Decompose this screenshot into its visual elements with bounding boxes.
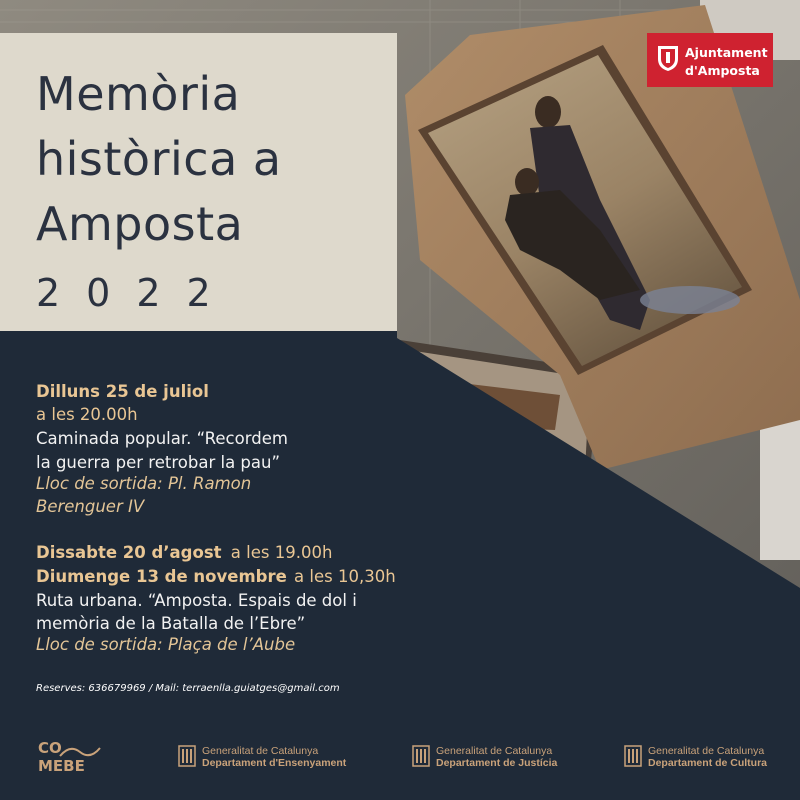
event1-place-line-1: Lloc de sortida: Pl. Ramon [36,474,252,493]
event2-place: Lloc de sortida: Plaça de l’Aube [36,635,296,654]
department-text: Departament de Justícia [436,757,558,769]
event1-place-line-2: Berenguer IV [36,497,145,516]
generalitat-text: Generalitat de Catalunya [202,745,319,757]
event1-time: a les 20.00h [36,405,138,424]
event1-date: Dilluns 25 de juliol [36,382,209,401]
event2-date-1: Dissabte 20 d’agost [36,543,222,562]
comebe-logo-top: CO [38,739,62,757]
event1-description-line-2: la guerra per retrobar la pau” [36,453,281,472]
logo-text-line-2: d'Amposta [685,63,760,78]
comebe-wave-icon [56,740,116,762]
event2-time-1: a les 19.00h [230,543,333,562]
event2-description-line-1: Ruta urbana. “Amposta. Espais de dol i [36,591,357,610]
title-year: 2022 [36,271,237,315]
logo-text-line-1: Ajuntament [685,45,768,60]
generalitat-text: Generalitat de Catalunya [436,745,553,757]
event2-time-2: a les 10,30h [294,567,396,586]
department-text: Departament d'Ensenyament [202,757,347,769]
generalitat-text: Generalitat de Catalunya [648,745,765,757]
reservation-info: Reserves: 636679969 / Mail: terraenlla.guiatges@gmail.com [36,683,340,694]
title-card [0,33,397,331]
event2-line-2 [36,569,396,586]
generalitat-emblem-icon [412,744,430,768]
event1-description-line-1: Caminada popular. “Recordem [36,429,288,448]
comebe-logo [36,736,156,776]
shield-icon [657,44,679,72]
event2-description-line-2: memòria de la Batalla de l’Ebre” [36,614,306,633]
event2-line-1 [36,545,332,562]
generalitat-emblem-icon [178,744,196,768]
comebe-logo-bottom: MEBE [38,757,85,775]
generalitat-emblem-icon [624,744,642,768]
title-line-2: històrica a [36,132,282,186]
ajuntament-logo [647,33,773,87]
title-line-1: Memòria [36,67,241,121]
title-line-3: Amposta [36,197,244,251]
department-text: Departament de Cultura [648,757,768,769]
event2-date-2: Diumenge 13 de novembre [36,567,287,586]
